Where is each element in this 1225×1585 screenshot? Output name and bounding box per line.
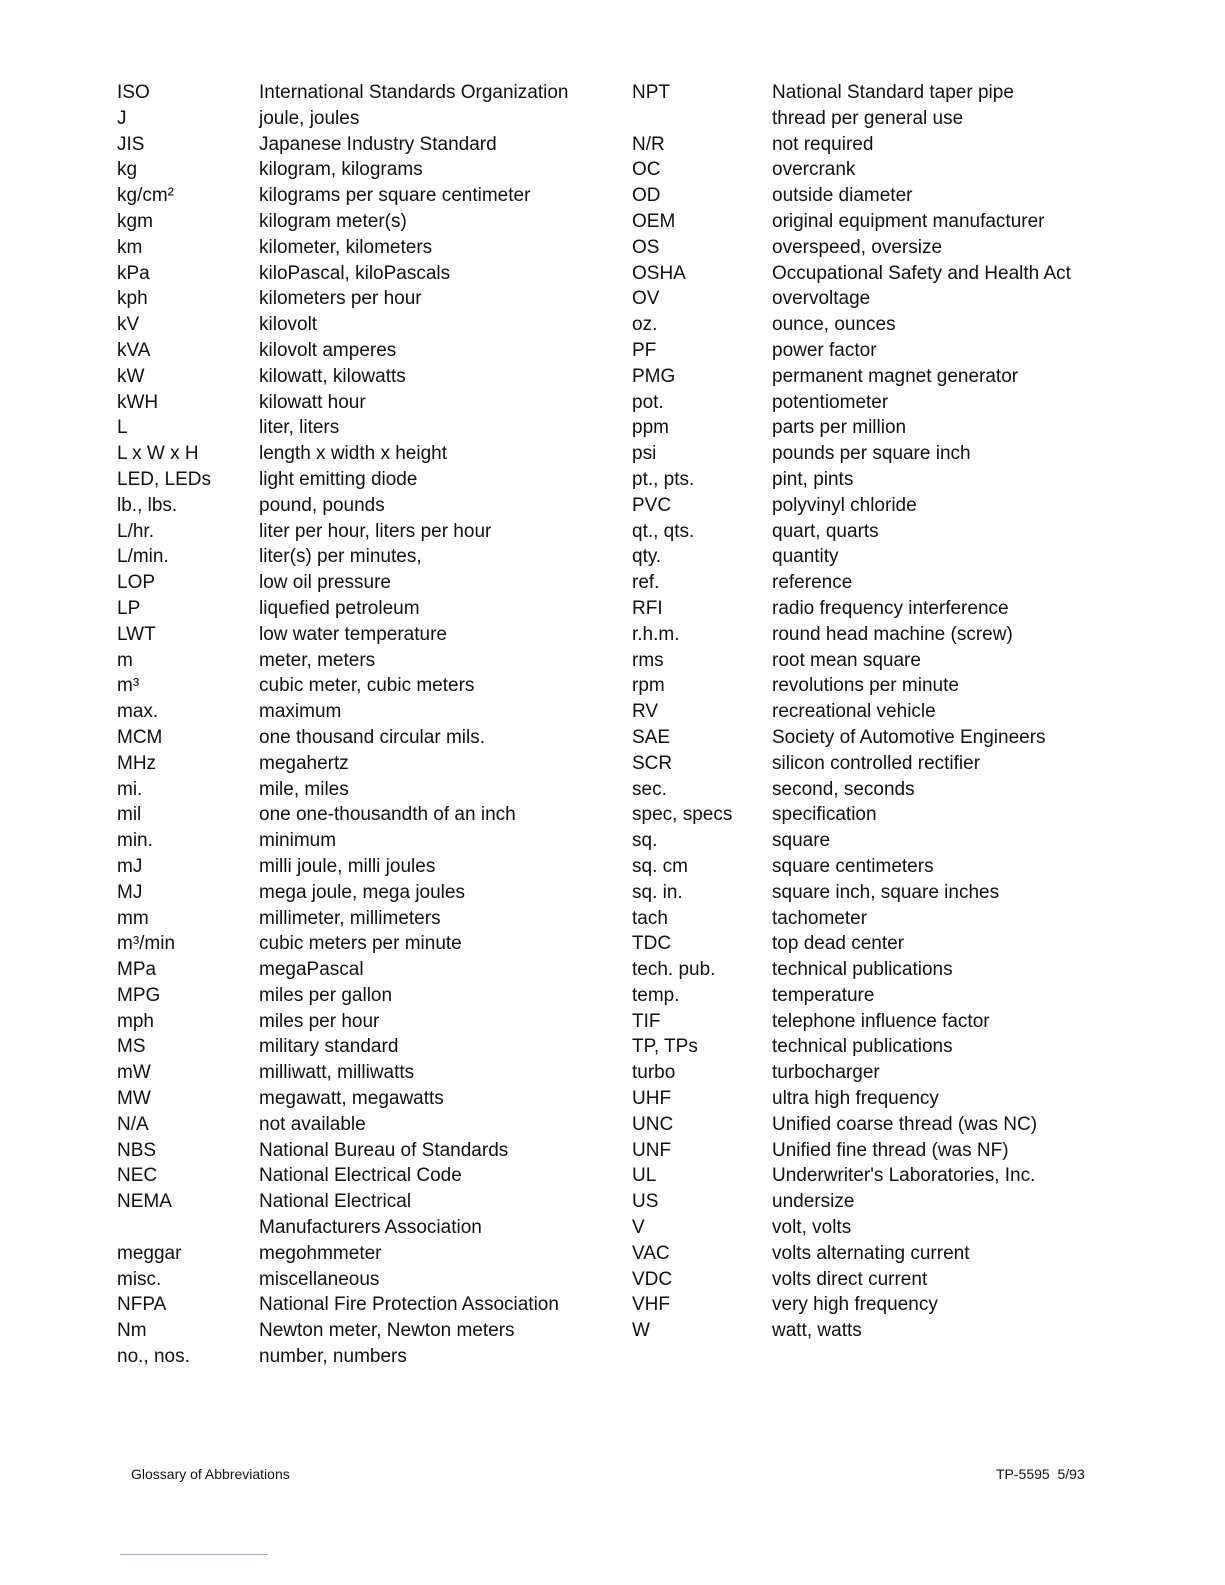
definition: kilogram, kilograms: [259, 159, 423, 181]
glossary-entry: [632, 544, 1102, 570]
abbreviation: kg/cm²: [117, 185, 174, 207]
definition: watt, watts: [772, 1320, 862, 1342]
abbreviation: NBS: [117, 1139, 157, 1161]
definition: cubic meter, cubic meters: [259, 675, 475, 697]
definition: Unified coarse thread (was NC): [772, 1113, 1038, 1135]
glossary-entry: [632, 777, 1102, 803]
definition: root mean square: [772, 649, 921, 671]
definition: second, seconds: [772, 778, 915, 800]
abbreviation: Nm: [117, 1320, 147, 1342]
abbreviation: MHz: [117, 752, 157, 774]
abbreviation: NFPA: [117, 1294, 167, 1316]
definition: pint, pints: [772, 468, 854, 490]
definition: outside diameter: [772, 185, 913, 207]
definition: National Bureau of Standards: [259, 1139, 509, 1161]
definition: megawatt, megawatts: [259, 1088, 444, 1110]
definition: National Standard taper pipe thread per general use: [772, 82, 1014, 129]
glossary-entry: [632, 1189, 1102, 1215]
abbreviation: ref.: [632, 572, 660, 594]
abbreviation: J: [117, 107, 127, 129]
abbreviation: MS: [117, 1036, 146, 1058]
abbreviation: W: [632, 1320, 650, 1342]
abbreviation: TDC: [632, 933, 672, 955]
abbreviation: VAC: [632, 1242, 670, 1264]
glossary-entry: [117, 1060, 587, 1086]
glossary-entry: [117, 493, 587, 519]
abbreviation: N/R: [632, 133, 665, 155]
definition: turbocharger: [772, 1062, 880, 1084]
definition: kilometers per hour: [259, 288, 422, 310]
abbreviation: UHF: [632, 1088, 672, 1110]
abbreviation: L x W x H: [117, 443, 199, 465]
glossary-entry: [117, 880, 587, 906]
definition: pounds per square inch: [772, 443, 971, 465]
definition: joule, joules: [259, 107, 360, 129]
glossary-entry: [117, 1086, 587, 1112]
glossary-entry: [117, 828, 587, 854]
definition: mega joule, mega joules: [259, 881, 465, 903]
glossary-entry: [117, 286, 587, 312]
definition: not available: [259, 1113, 366, 1135]
abbreviation: UNF: [632, 1139, 672, 1161]
definition: volts alternating current: [772, 1242, 970, 1264]
footer-title: Glossary of Abbreviations: [131, 1466, 290, 1482]
glossary-entry: [117, 648, 587, 674]
abbreviation: MPG: [117, 984, 161, 1006]
abbreviation: NEC: [117, 1165, 158, 1187]
definition: recreational vehicle: [772, 701, 936, 723]
abbreviation: L: [117, 417, 128, 439]
abbreviation: VHF: [632, 1294, 670, 1316]
definition: liter, liters: [259, 417, 340, 439]
abbreviation: N/A: [117, 1113, 149, 1135]
glossary-entry: [632, 1138, 1102, 1164]
glossary-entry: [117, 106, 587, 132]
abbreviation: mW: [117, 1062, 151, 1084]
glossary-entry: [632, 854, 1102, 880]
abbreviation: PMG: [632, 365, 676, 387]
definition: quantity: [772, 546, 839, 568]
definition: very high frequency: [772, 1294, 938, 1316]
definition: tachometer: [772, 907, 868, 929]
abbreviation: lb., lbs.: [117, 494, 178, 516]
glossary-entry: [117, 80, 587, 106]
glossary-entry: [632, 80, 1102, 132]
glossary-entry: [632, 725, 1102, 751]
definition: silicon controlled rectifier: [772, 752, 981, 774]
glossary-entry: [117, 338, 587, 364]
glossary-entry: [632, 312, 1102, 338]
definition: meter, meters: [259, 649, 376, 671]
abbreviation: SCR: [632, 752, 673, 774]
definition: specification: [772, 804, 877, 826]
glossary-entry: [632, 957, 1102, 983]
glossary-entry: [117, 957, 587, 983]
abbreviation: kg: [117, 159, 138, 181]
glossary-entry: [632, 1292, 1102, 1318]
definition: Newton meter, Newton meters: [259, 1320, 515, 1342]
definition: minimum: [259, 830, 337, 852]
glossary-entry: [117, 1009, 587, 1035]
abbreviation: MPa: [117, 959, 157, 981]
glossary-entry: [117, 235, 587, 261]
glossary-entry: [117, 673, 587, 699]
definition: milli joule, milli joules: [259, 855, 436, 877]
abbreviation: qt., qts.: [632, 520, 695, 542]
definition: revolutions per minute: [772, 675, 959, 697]
definition: millimeter, millimeters: [259, 907, 441, 929]
abbreviation: ISO: [117, 82, 150, 103]
abbreviation: rms: [632, 649, 664, 671]
glossary-entry: [117, 519, 587, 545]
abbreviation: UNC: [632, 1113, 674, 1135]
glossary-entry: [632, 261, 1102, 287]
abbreviation: meggar: [117, 1242, 182, 1264]
definition: radio frequency interference: [772, 597, 1009, 619]
glossary-entry: [632, 570, 1102, 596]
abbreviation: L/min.: [117, 546, 169, 568]
definition: square centimeters: [772, 855, 934, 877]
glossary-entry: [632, 1112, 1102, 1138]
abbreviation: max.: [117, 701, 159, 723]
abbreviation: OC: [632, 159, 661, 181]
definition: not required: [772, 133, 874, 155]
abbreviation: misc.: [117, 1268, 162, 1290]
definition: kiloPascal, kiloPascals: [259, 262, 451, 284]
abbreviation: MJ: [117, 881, 143, 903]
glossary-entry: [632, 751, 1102, 777]
glossary-entry: [632, 648, 1102, 674]
abbreviation: tech. pub.: [632, 959, 716, 981]
definition: parts per million: [772, 417, 907, 439]
abbreviation: NEMA: [117, 1191, 172, 1213]
glossary-entry: [117, 931, 587, 957]
definition: permanent magnet generator: [772, 365, 1019, 387]
glossary-entry: [632, 1215, 1102, 1241]
abbreviation: spec, specs: [632, 804, 733, 826]
definition: technical publications: [772, 1036, 953, 1058]
glossary-entry: [117, 699, 587, 725]
abbreviation: sec.: [632, 778, 667, 800]
definition: polyvinyl chloride: [772, 494, 917, 516]
glossary-entry: [632, 235, 1102, 261]
abbreviation: kPa: [117, 262, 150, 284]
definition: Japanese Industry Standard: [259, 133, 497, 155]
definition: cubic meters per minute: [259, 933, 462, 955]
definition: original equipment manufacturer: [772, 210, 1045, 232]
glossary-entry: [632, 183, 1102, 209]
glossary-entry: [117, 544, 587, 570]
abbreviation: OV: [632, 288, 660, 310]
glossary-entry: [117, 1292, 587, 1318]
glossary-entry: [117, 1189, 587, 1241]
abbreviation: UL: [632, 1165, 657, 1187]
bottom-divider: [120, 1554, 268, 1556]
abbreviation: OSHA: [632, 262, 686, 284]
abbreviation: ppm: [632, 417, 669, 439]
glossary-entry: [632, 415, 1102, 441]
abbreviation: qty.: [632, 546, 662, 568]
abbreviation: mil: [117, 804, 142, 826]
glossary-entry: [117, 777, 587, 803]
footer-doc-id: TP-5595 5/93: [996, 1466, 1085, 1482]
glossary-entry: [117, 854, 587, 880]
abbreviation: US: [632, 1191, 659, 1213]
abbreviation: RFI: [632, 597, 663, 619]
glossary-entry: [632, 132, 1102, 158]
glossary-entry: [632, 699, 1102, 725]
glossary-entry: [117, 1163, 587, 1189]
definition: kilograms per square centimeter: [259, 185, 531, 207]
abbreviation: TP, TPs: [632, 1036, 698, 1058]
glossary-entry: [632, 1267, 1102, 1293]
glossary-entry: [117, 1241, 587, 1267]
definition: one one-thousandth of an inch: [259, 804, 516, 826]
glossary-entry: [632, 931, 1102, 957]
definition: potentiometer: [772, 391, 889, 413]
glossary-entry: [117, 1318, 587, 1344]
abbreviation: temp.: [632, 984, 680, 1006]
definition: Underwriter's Laboratories, Inc.: [772, 1165, 1036, 1187]
abbreviation: LWT: [117, 623, 156, 645]
definition: kilogram meter(s): [259, 210, 407, 232]
definition: volts direct current: [772, 1268, 928, 1290]
glossary-entry: [117, 725, 587, 751]
definition: Occupational Safety and Health Act: [772, 262, 1071, 284]
definition: milliwatt, milliwatts: [259, 1062, 415, 1084]
definition: low water temperature: [259, 623, 447, 645]
glossary-entry: [117, 1112, 587, 1138]
abbreviation: sq. cm: [632, 855, 688, 877]
glossary-entry: [117, 802, 587, 828]
definition: temperature: [772, 984, 875, 1006]
glossary-entry: [632, 467, 1102, 493]
abbreviation: kVA: [117, 339, 151, 361]
abbreviation: r.h.m.: [632, 623, 680, 645]
definition: National Electrical Manufacturers Association: [259, 1191, 482, 1239]
abbreviation: m: [117, 649, 133, 671]
glossary-entry: [117, 390, 587, 416]
abbreviation: sq. in.: [632, 881, 683, 903]
definition: liquefied petroleum: [259, 597, 420, 619]
definition: kilowatt, kilowatts: [259, 365, 406, 387]
definition: Society of Automotive Engineers: [772, 726, 1046, 748]
abbreviation: RV: [632, 701, 659, 723]
glossary-entry: [632, 338, 1102, 364]
definition: National Electrical Code: [259, 1165, 462, 1187]
definition: quart, quarts: [772, 520, 879, 542]
glossary-entry: [117, 132, 587, 158]
definition: Unified fine thread (was NF): [772, 1139, 1009, 1161]
definition: miscellaneous: [259, 1268, 380, 1290]
glossary-entry: [117, 570, 587, 596]
glossary-entry: [117, 1034, 587, 1060]
glossary-entry: [117, 906, 587, 932]
definition: ultra high frequency: [772, 1088, 939, 1110]
glossary-entry: [117, 1344, 587, 1370]
abbreviation: LOP: [117, 572, 156, 594]
glossary-entry: [117, 209, 587, 235]
glossary-entry: [117, 1138, 587, 1164]
definition: reference: [772, 572, 853, 594]
definition: kilometer, kilometers: [259, 236, 433, 258]
definition: kilovolt: [259, 314, 318, 336]
abbreviation: sq.: [632, 830, 658, 852]
glossary-entry: [632, 1241, 1102, 1267]
definition: miles per gallon: [259, 984, 393, 1006]
glossary-entry: [632, 906, 1102, 932]
glossary-entry: [632, 157, 1102, 183]
glossary-entry: [117, 157, 587, 183]
glossary-entry: [632, 1034, 1102, 1060]
definition: megaPascal: [259, 959, 364, 981]
definition: liter per hour, liters per hour: [259, 520, 492, 542]
glossary-entry: [632, 209, 1102, 235]
abbreviation: pot.: [632, 391, 664, 413]
definition: maximum: [259, 701, 342, 723]
abbreviation: mJ: [117, 855, 143, 877]
glossary-entry: [632, 880, 1102, 906]
glossary-entry: [632, 1163, 1102, 1189]
abbreviation: rpm: [632, 675, 665, 697]
glossary-entry: [632, 596, 1102, 622]
definition: top dead center: [772, 933, 905, 955]
glossary-entry: [632, 828, 1102, 854]
definition: International Standards Organization: [259, 82, 569, 103]
definition: undersize: [772, 1191, 855, 1213]
abbreviation: SAE: [632, 726, 671, 748]
abbreviation: L/hr.: [117, 520, 154, 542]
definition: light emitting diode: [259, 468, 418, 490]
glossary-entry: [117, 622, 587, 648]
abbreviation: mph: [117, 1010, 154, 1032]
abbreviation: OD: [632, 185, 661, 207]
glossary-entry: [632, 1086, 1102, 1112]
abbreviation: OS: [632, 236, 660, 258]
abbreviation: pt., pts.: [632, 468, 695, 490]
glossary-entry: [117, 467, 587, 493]
abbreviation: km: [117, 236, 143, 258]
glossary-entry: [117, 596, 587, 622]
definition: kilovolt amperes: [259, 339, 397, 361]
glossary-entry: [632, 1060, 1102, 1086]
definition: miles per hour: [259, 1010, 380, 1032]
abbreviation: MCM: [117, 726, 163, 748]
left-glossary-column: [117, 80, 587, 1370]
abbreviation: PF: [632, 339, 657, 361]
abbreviation: V: [632, 1217, 645, 1239]
definition: military standard: [259, 1036, 399, 1058]
abbreviation: no., nos.: [117, 1346, 190, 1368]
definition: technical publications: [772, 959, 953, 981]
abbreviation: min.: [117, 830, 153, 852]
glossary-entry: [632, 1009, 1102, 1035]
abbreviation: JIS: [117, 133, 145, 155]
abbreviation: oz.: [632, 314, 658, 336]
definition: megohmmeter: [259, 1242, 382, 1264]
definition: one thousand circular mils.: [259, 726, 485, 748]
definition: overspeed, oversize: [772, 236, 943, 258]
glossary-entry: [632, 493, 1102, 519]
abbreviation: PVC: [632, 494, 672, 516]
abbreviation: turbo: [632, 1062, 676, 1084]
right-glossary-column: [632, 80, 1102, 1344]
abbreviation: kgm: [117, 210, 153, 232]
glossary-entry: [632, 622, 1102, 648]
definition: square: [772, 830, 831, 852]
abbreviation: TIF: [632, 1010, 661, 1032]
definition: square inch, square inches: [772, 881, 1000, 903]
glossary-entry: [632, 441, 1102, 467]
definition: overcrank: [772, 159, 856, 181]
definition: liter(s) per minutes,: [259, 546, 422, 568]
definition: overvoltage: [772, 288, 871, 310]
glossary-entry: [632, 1318, 1102, 1344]
glossary-entry: [117, 364, 587, 390]
definition: megahertz: [259, 752, 349, 774]
glossary-entry: [117, 415, 587, 441]
definition: ounce, ounces: [772, 314, 896, 336]
abbreviation: kph: [117, 288, 148, 310]
glossary-entry: [117, 751, 587, 777]
definition: telephone influence factor: [772, 1010, 990, 1032]
abbreviation: tach: [632, 907, 668, 929]
glossary-entry: [632, 983, 1102, 1009]
definition: kilowatt hour: [259, 391, 366, 413]
glossary-entry: [117, 312, 587, 338]
abbreviation: LED, LEDs: [117, 468, 211, 490]
abbreviation: OEM: [632, 210, 676, 232]
abbreviation: LP: [117, 597, 141, 619]
abbreviation: m³/min: [117, 933, 176, 955]
abbreviation: NPT: [632, 82, 670, 103]
definition: mile, miles: [259, 778, 349, 800]
definition: number, numbers: [259, 1346, 407, 1368]
definition: round head machine (screw): [772, 623, 1013, 645]
abbreviation: kV: [117, 314, 140, 336]
glossary-entry: [117, 983, 587, 1009]
abbreviation: psi: [632, 443, 657, 465]
abbreviation: MW: [117, 1088, 151, 1110]
glossary-entry: [117, 261, 587, 287]
glossary-entry: [632, 802, 1102, 828]
definition: National Fire Protection Association: [259, 1294, 559, 1316]
glossary-entry: [117, 1267, 587, 1293]
definition: volt, volts: [772, 1217, 852, 1239]
definition: length x width x height: [259, 443, 448, 465]
glossary-entry: [632, 519, 1102, 545]
glossary-entry: [632, 364, 1102, 390]
definition: pound, pounds: [259, 494, 385, 516]
abbreviation: mm: [117, 907, 149, 929]
glossary-entry: [632, 673, 1102, 699]
glossary-entry: [632, 286, 1102, 312]
definition: low oil pressure: [259, 572, 391, 594]
abbreviation: mi.: [117, 778, 143, 800]
abbreviation: m³: [117, 675, 140, 697]
glossary-entry: [117, 183, 587, 209]
definition: power factor: [772, 339, 877, 361]
abbreviation: kWH: [117, 391, 159, 413]
glossary-entry: [117, 441, 587, 467]
glossary-entry: [632, 390, 1102, 416]
abbreviation: kW: [117, 365, 145, 387]
abbreviation: VDC: [632, 1268, 673, 1290]
